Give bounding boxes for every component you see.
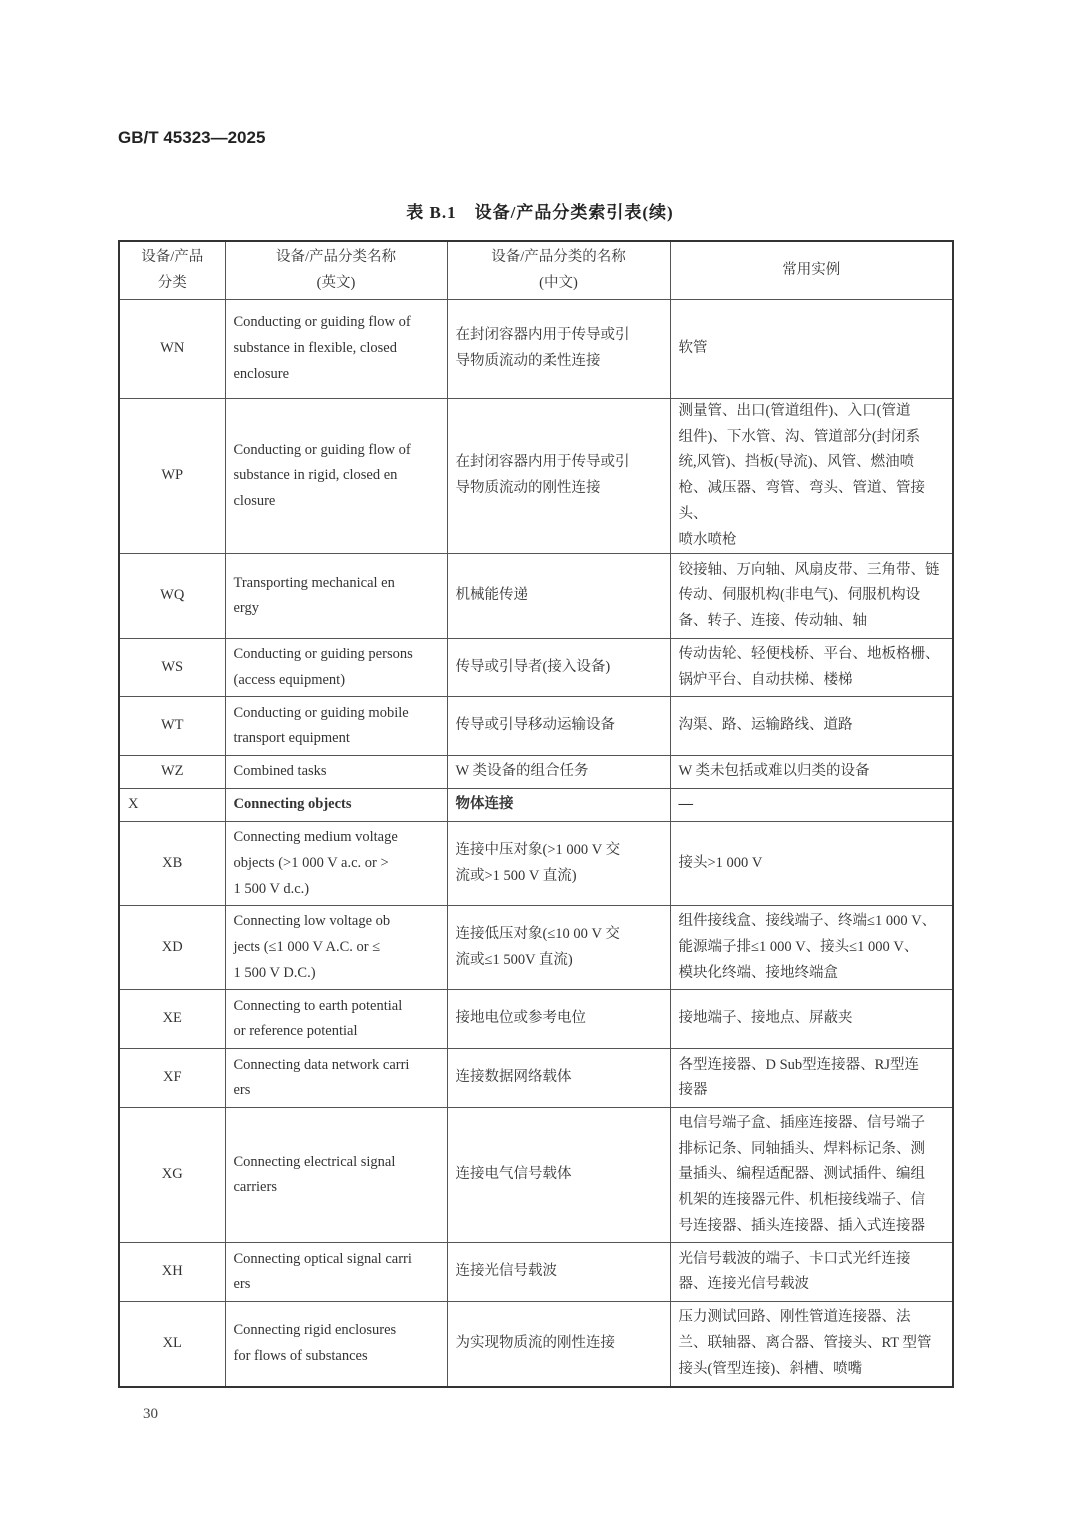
examples: 组件接线盒、接线端子、终端≤1 000 V、 能源端子排≤1 000 V、接头≤1 000 V、 模块化终端、接地终端盒: [670, 906, 953, 990]
examples: —: [670, 789, 953, 822]
english-name: Connecting electrical signal carriers: [225, 1108, 447, 1243]
english-name: Combined tasks: [225, 756, 447, 789]
english-name: Connecting objects: [225, 789, 447, 822]
chinese-name: 连接电气信号载体: [447, 1108, 670, 1243]
chinese-name: 在封闭容器内用于传导或引 导物质流动的柔性连接: [447, 300, 670, 399]
chinese-name: 在封闭容器内用于传导或引 导物质流动的刚性连接: [447, 399, 670, 554]
examples: 各型连接器、D Sub型连接器、RJ型连 接器: [670, 1049, 953, 1108]
examples: 接地端子、接地点、屏蔽夹: [670, 990, 953, 1049]
category-code: XL: [119, 1302, 225, 1387]
col-header-chinese: 设备/产品分类的名称 (中文): [447, 241, 670, 300]
examples: 接头>1 000 V: [670, 822, 953, 906]
table-row: [119, 906, 953, 990]
chinese-name: 传导或引导者(接入设备): [447, 639, 670, 697]
category-code: XD: [119, 906, 225, 990]
english-name: Connecting low voltage ob jects (≤1 000 V A.C. or ≤ 1 500 V D.C.): [225, 906, 447, 990]
english-name: Connecting rigid enclosures for flows of substances: [225, 1302, 447, 1387]
table-header-row: [119, 241, 953, 300]
category-code: WT: [119, 697, 225, 756]
english-name: Connecting to earth potential or reference potential: [225, 990, 447, 1049]
table-row: [119, 1049, 953, 1108]
examples: 沟渠、路、运输路线、道路: [670, 697, 953, 756]
chinese-name: 传导或引导移动运输设备: [447, 697, 670, 756]
chinese-name: 物体连接: [447, 789, 670, 822]
table-row: [119, 990, 953, 1049]
table-row: [119, 1302, 953, 1387]
english-name: Connecting medium voltage objects (>1 000 V a.c. or > 1 500 V d.c.): [225, 822, 447, 906]
chinese-name: 连接光信号载波: [447, 1243, 670, 1302]
english-name: Connecting data network carri ers: [225, 1049, 447, 1108]
chinese-name: 连接中压对象(>1 000 V 交 流或>1 500 V 直流): [447, 822, 670, 906]
english-name: Transporting mechanical en ergy: [225, 554, 447, 639]
table-row: [119, 822, 953, 906]
examples: W 类未包括或难以归类的设备: [670, 756, 953, 789]
col-header-examples: 常用实例: [670, 241, 953, 300]
category-code: WS: [119, 639, 225, 697]
classification-table: [118, 240, 954, 1388]
table-title: 表 B.1 设备/产品分类索引表(续): [406, 203, 674, 222]
standard-number: GB/T 45323—2025: [118, 128, 266, 147]
chinese-name: W 类设备的组合任务: [447, 756, 670, 789]
category-code: XB: [119, 822, 225, 906]
category-code: WN: [119, 300, 225, 399]
category-code: WZ: [119, 756, 225, 789]
chinese-name: 机械能传递: [447, 554, 670, 639]
english-name: Conducting or guiding mobile transport equipment: [225, 697, 447, 756]
category-code: X: [119, 789, 225, 822]
english-name: Connecting optical signal carri ers: [225, 1243, 447, 1302]
category-code: WP: [119, 399, 225, 554]
chinese-name: 为实现物质流的刚性连接: [447, 1302, 670, 1387]
english-name: Conducting or guiding flow of substance in flexible, closed enclosure: [225, 300, 447, 399]
category-code: WQ: [119, 554, 225, 639]
examples: 软管: [670, 300, 953, 399]
table-row: [119, 399, 953, 554]
category-code: XG: [119, 1108, 225, 1243]
table-row: [119, 1108, 953, 1243]
chinese-name: 连接低压对象(≤10 00 V 交 流或≤1 500V 直流): [447, 906, 670, 990]
english-name: Conducting or guiding persons (access equipment): [225, 639, 447, 697]
examples: 铰接轴、万向轴、风扇皮带、三角带、链 传动、伺服机构(非电气)、伺服机构设 备、转子、连接、传动轴、轴: [670, 554, 953, 639]
examples: 压力测试回路、刚性管道连接器、法 兰、联轴器、离合器、管接头、RT 型管 接头(管型连接)、斜槽、喷嘴: [670, 1302, 953, 1387]
col-header-code: 设备/产品 分类: [119, 241, 225, 300]
examples: 传动齿轮、轻便栈桥、平台、地板格栅、 锅炉平台、自动扶梯、楼梯: [670, 639, 953, 697]
chinese-name: 接地电位或参考电位: [447, 990, 670, 1049]
table-row: [119, 300, 953, 399]
chinese-name: 连接数据网络载体: [447, 1049, 670, 1108]
table-row: [119, 756, 953, 789]
table-row: [119, 789, 953, 822]
table-row: [119, 1243, 953, 1302]
examples: 电信号端子盒、插座连接器、信号端子 排标记条、同轴插头、焊料标记条、测 量插头、编程适配器、测试插件、编组 机架的连接器元件、机柜接线端子、信 号连接器、插头连接器、插入式连接器: [670, 1108, 953, 1243]
category-code: XF: [119, 1049, 225, 1108]
examples: 测量管、出口(管道组件)、入口(管道 组件)、下水管、沟、管道部分(封闭系 统,风管)、挡板(导流)、风管、燃油喷 枪、减压器、弯管、弯头、管道、管接头、 喷水喷枪: [670, 399, 953, 554]
examples: 光信号载波的端子、卡口式光纤连接 器、连接光信号载波: [670, 1243, 953, 1302]
table-row: [119, 697, 953, 756]
table-row: [119, 639, 953, 697]
category-code: XH: [119, 1243, 225, 1302]
english-name: Conducting or guiding flow of substance in rigid, closed en closure: [225, 399, 447, 554]
col-header-english: 设备/产品分类名称 (英文): [225, 241, 447, 300]
page-number: 30: [143, 1406, 158, 1422]
category-code: XE: [119, 990, 225, 1049]
table-row: [119, 554, 953, 639]
